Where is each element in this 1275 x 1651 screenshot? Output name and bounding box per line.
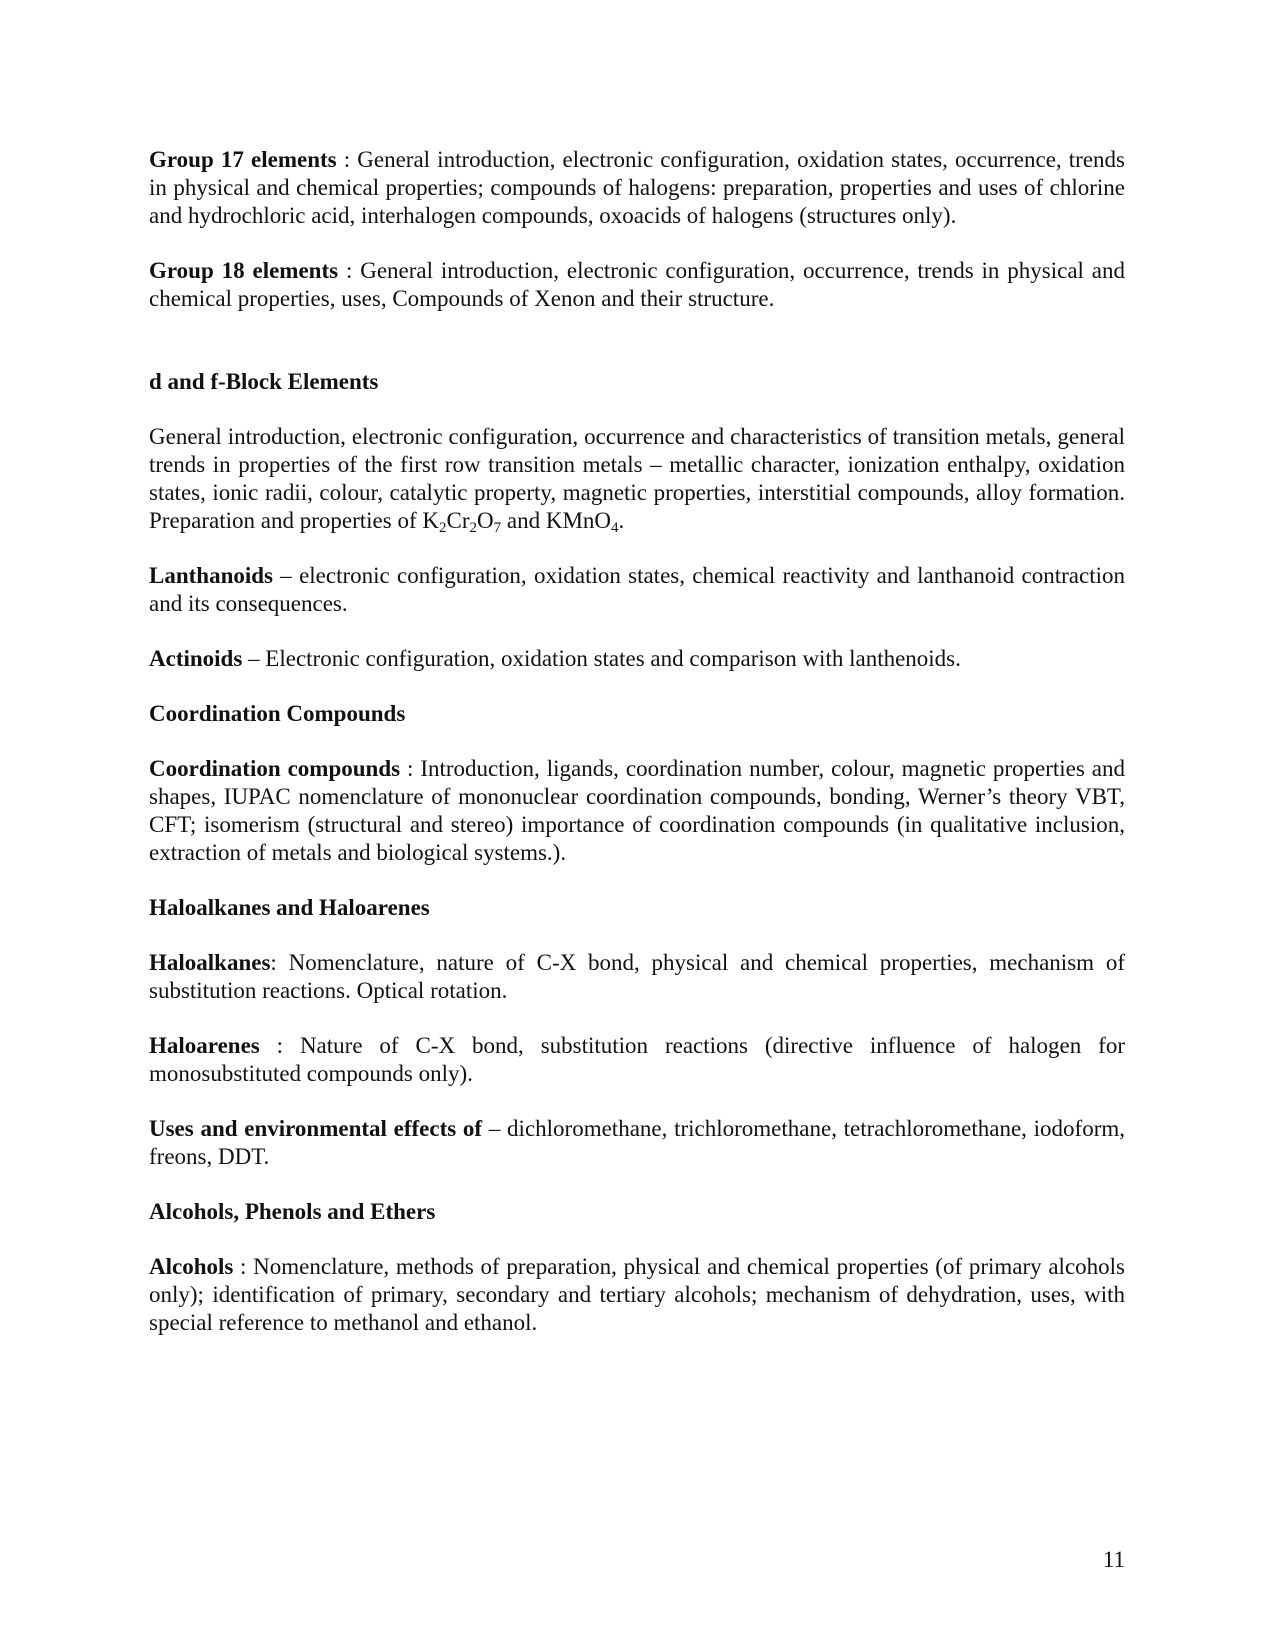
dfblock-intro-end: . — [618, 508, 625, 533]
haloarenes-paragraph — [149, 1032, 1125, 1088]
coordination-separator: : — [400, 756, 421, 781]
haloalkanes-text: : Nomenclature, nature of C-X bond, physical and chemical properties, mechanism of substitution reactions. Optical rotation. — [149, 950, 1125, 1003]
group18-paragraph — [149, 257, 1125, 313]
group17-paragraph — [149, 146, 1125, 230]
uses-title: Uses and environmental effects of — [149, 1116, 483, 1141]
coordination-paragraph — [149, 755, 1125, 867]
formula-k: K — [422, 508, 439, 533]
formula-kmno: KMnO — [545, 508, 611, 533]
lanthanoids-text: – electronic configuration, oxidation states, chemical reactivity and lanthanoid contraction and its consequences. — [149, 563, 1125, 616]
dfblock-intro-text: General introduction, electronic configuration, occurrence and characteristics of transition metals, general trends in properties of the first row transition metals – metallic character, ionization enthalpy, oxidation states, ionic radii, colour, catalytic property, magnetic properties, interstitial compounds, alloy formation. Preparation and properties of — [149, 424, 1125, 533]
formula-k-subscript: 2 — [438, 520, 447, 536]
haloalkanes-paragraph — [149, 949, 1125, 1005]
formula-cr-subscript: 2 — [469, 520, 477, 536]
uses-text: – dichloromethane, trichloromethane, tetrachloromethane, iodoform, freons, DDT. — [149, 1116, 1126, 1169]
group17-title: Group 17 elements — [149, 147, 337, 172]
uses-paragraph — [149, 1115, 1125, 1171]
coordination-heading: Coordination Compounds — [149, 701, 406, 726]
coordination-title: Coordination compounds — [149, 756, 401, 781]
actinoids-paragraph — [149, 645, 1125, 673]
formula-o: O — [476, 508, 494, 533]
formula-cr: Cr — [446, 508, 470, 533]
dfblock-heading: d and f-Block Elements — [149, 369, 379, 394]
haloarenes-text: : Nature of C-X bond, substitution reactions (directive influence of halogen for monosubstituted compounds only). — [149, 1033, 1125, 1086]
dfblock-intro-paragraph — [149, 423, 1125, 535]
group17-separator: : — [336, 147, 358, 172]
group18-separator: : — [338, 258, 361, 283]
coordination-text: Introduction, ligands, coordination number, colour, magnetic properties and shapes, IUPAC nomenclature of mononuclear coordination compounds, bonding, Werner’s theory VBT, CFT; isomerism (structural and stereo) importance of coordination compounds (in qualitative inclusion, extraction of metals and biological systems.). — [149, 756, 1125, 865]
group18-title: Group 18 elements — [149, 258, 339, 283]
lanthanoids-paragraph — [149, 562, 1125, 618]
halo-heading: Haloalkanes and Haloarenes — [149, 895, 430, 920]
group18-text: General introduction, electronic configuration, occurrence, trends in physical and chemical properties, uses, Compounds of Xenon and their structure. — [149, 258, 1125, 311]
haloarenes-title: Haloarenes — [149, 1033, 260, 1058]
alcohols-heading: Alcohols, Phenols and Ethers — [149, 1199, 436, 1224]
haloalkanes-title: Haloalkanes — [149, 950, 271, 975]
actinoids-title: Actinoids — [149, 646, 243, 671]
formula-permanganate — [545, 508, 619, 536]
formula-kmno-subscript: 4 — [611, 520, 619, 536]
alcohols-text: : Nomenclature, methods of preparation, physical and chemical properties (of primary alcohols only); identification of primary, secondary and tertiary alcohols; mechanism of dehydration, uses, with special reference to methanol and ethanol. — [149, 1254, 1125, 1335]
group17-text: General introduction, electronic configuration, oxidation states, occurrence, trends in physical and chemical properties; compounds of halogens: preparation, properties and uses of chlorine and hydrochloric acid, interhalogen compounds, oxoacids of halogens (structures only). — [149, 147, 1125, 228]
alcohols-title: Alcohols — [149, 1254, 234, 1279]
lanthanoids-title: Lanthanoids — [149, 563, 274, 588]
page-content — [149, 146, 1125, 1364]
alcohols-paragraph — [149, 1253, 1125, 1337]
page-number: 11 — [1102, 1547, 1125, 1572]
formula-o-subscript: 7 — [493, 520, 502, 536]
formula-and: and — [501, 508, 546, 533]
formula-dichromate — [422, 508, 502, 536]
actinoids-text: – Electronic configuration, oxidation states and comparison with lanthenoids. — [242, 646, 961, 671]
